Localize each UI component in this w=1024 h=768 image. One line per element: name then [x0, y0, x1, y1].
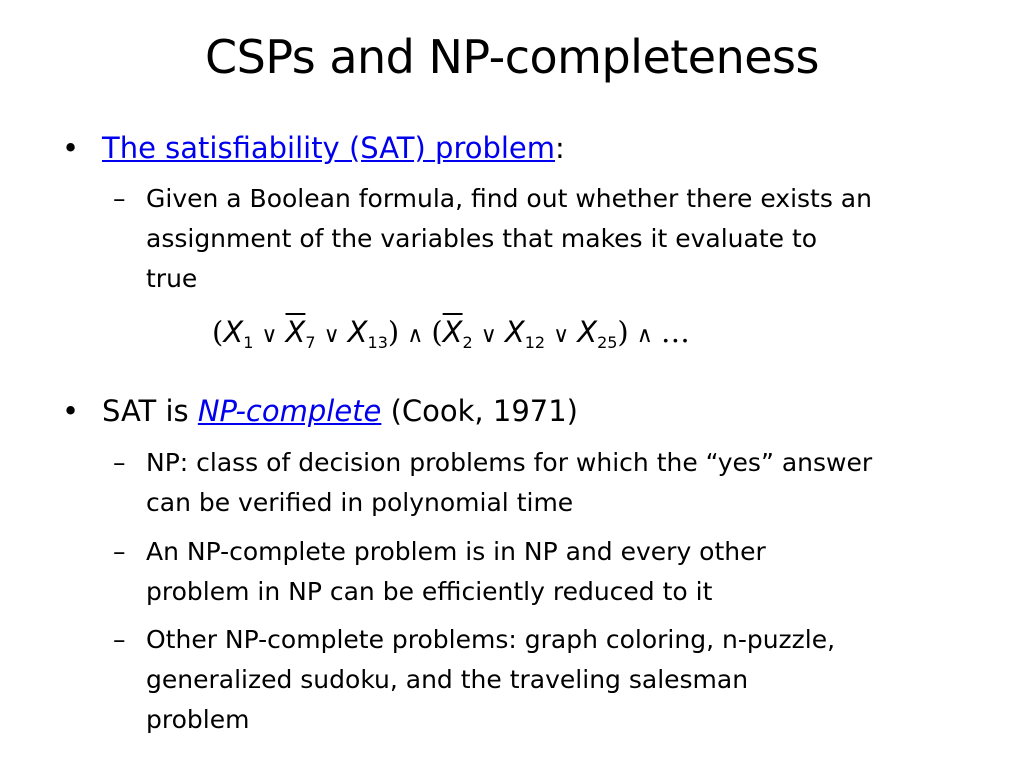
sub-bullet-np-definition: [113, 443, 873, 523]
or-op: ∨: [323, 323, 340, 348]
var-x12: $X_{12}$: [504, 315, 546, 352]
and-op: ∧: [636, 323, 653, 348]
sub-bullet-text: Other NP-complete problems: graph coloring, n-puzzle, generalized sudoku, and the traveling salesman problem: [146, 625, 836, 734]
close-paren: ): [617, 315, 629, 349]
var-x25: $X_{25}$: [577, 315, 618, 352]
sub-bullet-text: An NP-complete problem is in NP and every other problem in NP can be efficiently reduced to it: [146, 537, 766, 606]
np-complete-link[interactable]: NP-complete: [197, 394, 382, 428]
dash: –: [113, 537, 126, 566]
or-op: ∨: [261, 323, 278, 348]
bullet-prefix: SAT is: [102, 394, 198, 428]
or-op: ∨: [480, 323, 497, 348]
sub-bullet-other-problems: [113, 620, 853, 740]
var-x1: $X_1$: [223, 315, 254, 352]
var-x13: $X_{13}$: [347, 315, 388, 352]
bullet-text: [102, 130, 565, 166]
sub-bullet-np-complete-definition: [113, 532, 873, 612]
bullet-suffix: (Cook, 1971): [381, 394, 578, 428]
open-paren: (: [431, 315, 443, 349]
sat-formula: [212, 312, 690, 363]
slide-title: CSPs and NP-completeness: [205, 30, 819, 84]
var-not-x7: $\overline{X}_7$: [285, 315, 316, 352]
bullet-dot: •: [62, 394, 80, 428]
open-paren: (: [212, 315, 224, 349]
and-op: ∧: [407, 323, 424, 348]
dash: –: [113, 448, 126, 477]
ellipsis: …: [660, 315, 690, 349]
or-op: ∨: [553, 323, 570, 348]
bullet-dot: •: [62, 131, 80, 165]
sat-problem-link[interactable]: The satisfiability (SAT) problem: [102, 131, 556, 165]
bullet-text: [102, 393, 578, 429]
dash: –: [113, 184, 126, 213]
sub-bullet-text: NP: class of decision problems for which the “yes” answer can be verified in polynomial time: [146, 448, 873, 517]
var-not-x2: $\overline{X}_2$: [442, 315, 473, 352]
sub-bullet-sat-definition: [113, 179, 873, 299]
bullet-suffix: :: [555, 131, 565, 165]
dash: –: [113, 625, 126, 654]
close-paren: ): [387, 315, 400, 349]
sub-bullet-text: Given a Boolean formula, find out whether there exists an assignment of the variables that makes it evaluate to true: [146, 184, 872, 293]
